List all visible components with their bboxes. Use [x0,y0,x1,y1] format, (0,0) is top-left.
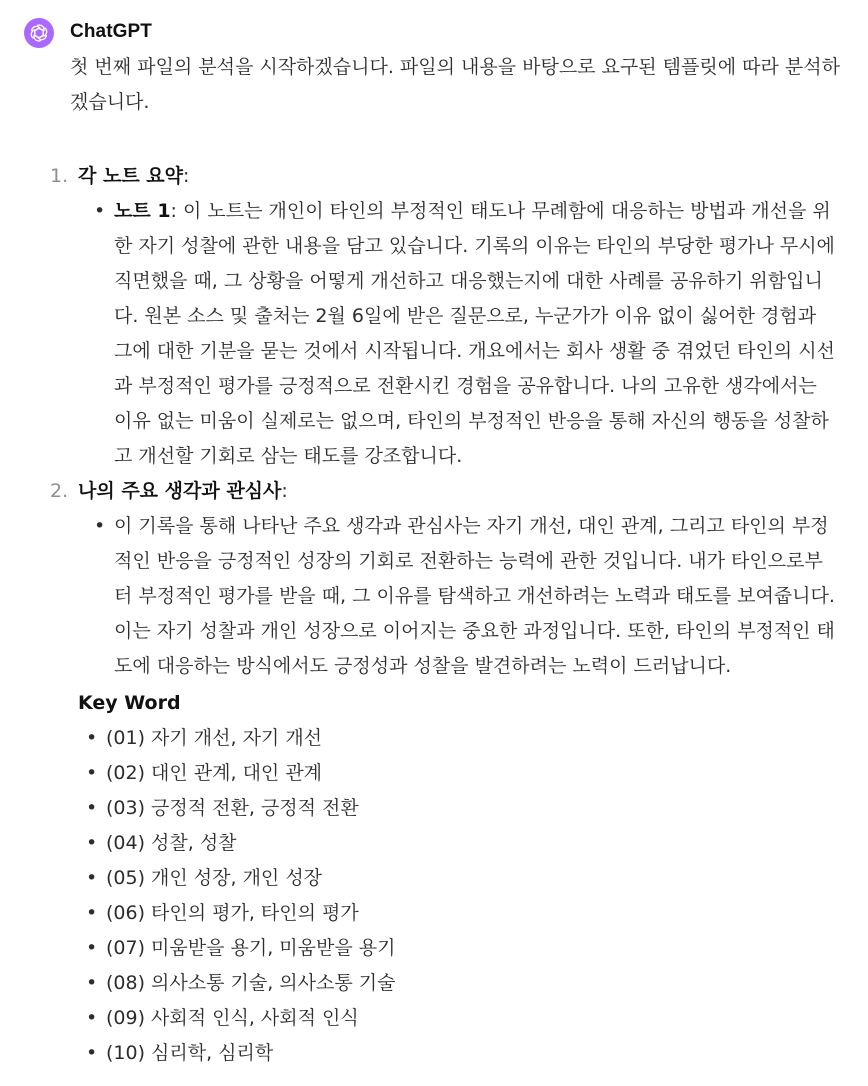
keyword-item [78,931,840,966]
note-summary-text: : 이 노트는 개인이 타인의 부정적인 태도나 무례함에 대응하는 방법과 개선을 위한 자기 성찰에 관한 내용을 담고 있습니다. 기록의 이유는 타인의 부당한 평가나 무시에 직면했을 때, 그 상황을 어떻게 개선하고 대응했는지에 대한 사례를 공유하기 위함입니다. 원본 소스 및 출처는 2월 6일에 받은 질문으로, 누군가가 이유 없이 싫어한 경험과 그에 대한 기분을 묻는 것에서 시작됩니다. 개요에서는 회사 생활 중 겪었던 타인의 시선과 부정적인 평가를 긍정적으로 전환시킨 경험을 공유합니다. 나의 고유한 생각에서는 이유 없는 미움이 실제로는 없으며, 타인의 부정적인 반응을 통해 자신의 행동을 성찰하고 개선할 기회로 삼는 태도를 강조합니다. [114,200,835,467]
bullet-dot: • [86,727,98,749]
keyword-heading: Key Word [78,692,181,714]
section-colon: : [281,480,288,502]
keyword-text: (05) 개인 성장, 개인 성장 [106,867,323,889]
keyword-item [78,721,840,756]
bullet-dot: • [86,972,98,994]
bullet-item [86,509,840,684]
keyword-item [78,896,840,931]
bullet-dot: • [86,762,98,784]
bullet-dot: • [86,867,98,889]
keyword-text: (08) 의사소통 기술, 의사소통 기술 [106,972,396,994]
bullet-dot: • [86,902,98,924]
intro-paragraph: 첫 번째 파일의 분석을 시작하겠습니다. 파일의 내용을 바탕으로 요구된 템플릿에 따라 분석하겠습니다. [70,56,840,113]
keyword-text: (04) 성찰, 성찰 [106,832,237,854]
chatgpt-avatar [24,18,54,48]
keyword-item [78,791,840,826]
note-label: 노트 1 [114,200,171,222]
keyword-item [78,826,840,861]
thoughts-text: 이 기록을 통해 나타난 주요 생각과 관심사는 자기 개선, 대인 관계, 그리고 타인의 부정적인 반응을 긍정적인 성장의 기회로 전환하는 능력에 관한 것입니다. 내가 타인으로부터 부정적인 평가를 받을 때, 그 이유를 탐색하고 개선하려는 노력과 태도를 보여줍니다. 이는 자기 성찰과 개인 성장으로 이어지는 중요한 과정입니다. 또한, 타인의 부정적인 태도에 대응하는 방식에서도 긍정성과 성찰을 발견하려는 노력이 드러납니다. [114,515,835,677]
bullet-dot: • [86,1042,98,1064]
bullet-item [86,194,840,474]
keyword-text: (10) 심리학, 심리학 [106,1042,274,1064]
bullet-dot: • [94,200,106,222]
bullet-dot: • [86,797,98,819]
openai-logo-icon [29,23,49,43]
ordered-list [50,159,840,684]
keyword-item [78,1036,840,1071]
bullet-dot: • [86,1007,98,1029]
keyword-list [70,721,840,1071]
bullet-dot: • [86,832,98,854]
section-title: 각 노트 요약 [78,165,183,187]
keyword-item [78,1001,840,1036]
section-colon: : [183,165,190,187]
list-number: 2. [50,480,69,502]
section-title: 나의 주요 생각과 관심사 [78,480,282,502]
keyword-text: (01) 자기 개선, 자기 개선 [106,727,323,749]
list-item-main-thoughts [50,474,840,684]
keyword-item [78,966,840,1001]
list-number: 1. [50,165,69,187]
keyword-text: (07) 미움받을 용기, 미움받을 용기 [106,937,396,959]
keyword-text: (02) 대인 관계, 대인 관계 [106,762,323,784]
bullet-dot: • [94,515,106,537]
message-content [50,50,840,1071]
keyword-text: (06) 타인의 평가, 타인의 평가 [106,902,359,924]
bullet-dot: • [86,937,98,959]
keyword-text: (09) 사회적 인식, 사회적 인식 [106,1007,359,1029]
author-name: ChatGPT [70,21,152,42]
keyword-item [78,756,840,791]
list-item-notes-summary [50,159,840,474]
keyword-item [78,861,840,896]
keyword-text: (03) 긍정적 전환, 긍정적 전환 [106,797,359,819]
